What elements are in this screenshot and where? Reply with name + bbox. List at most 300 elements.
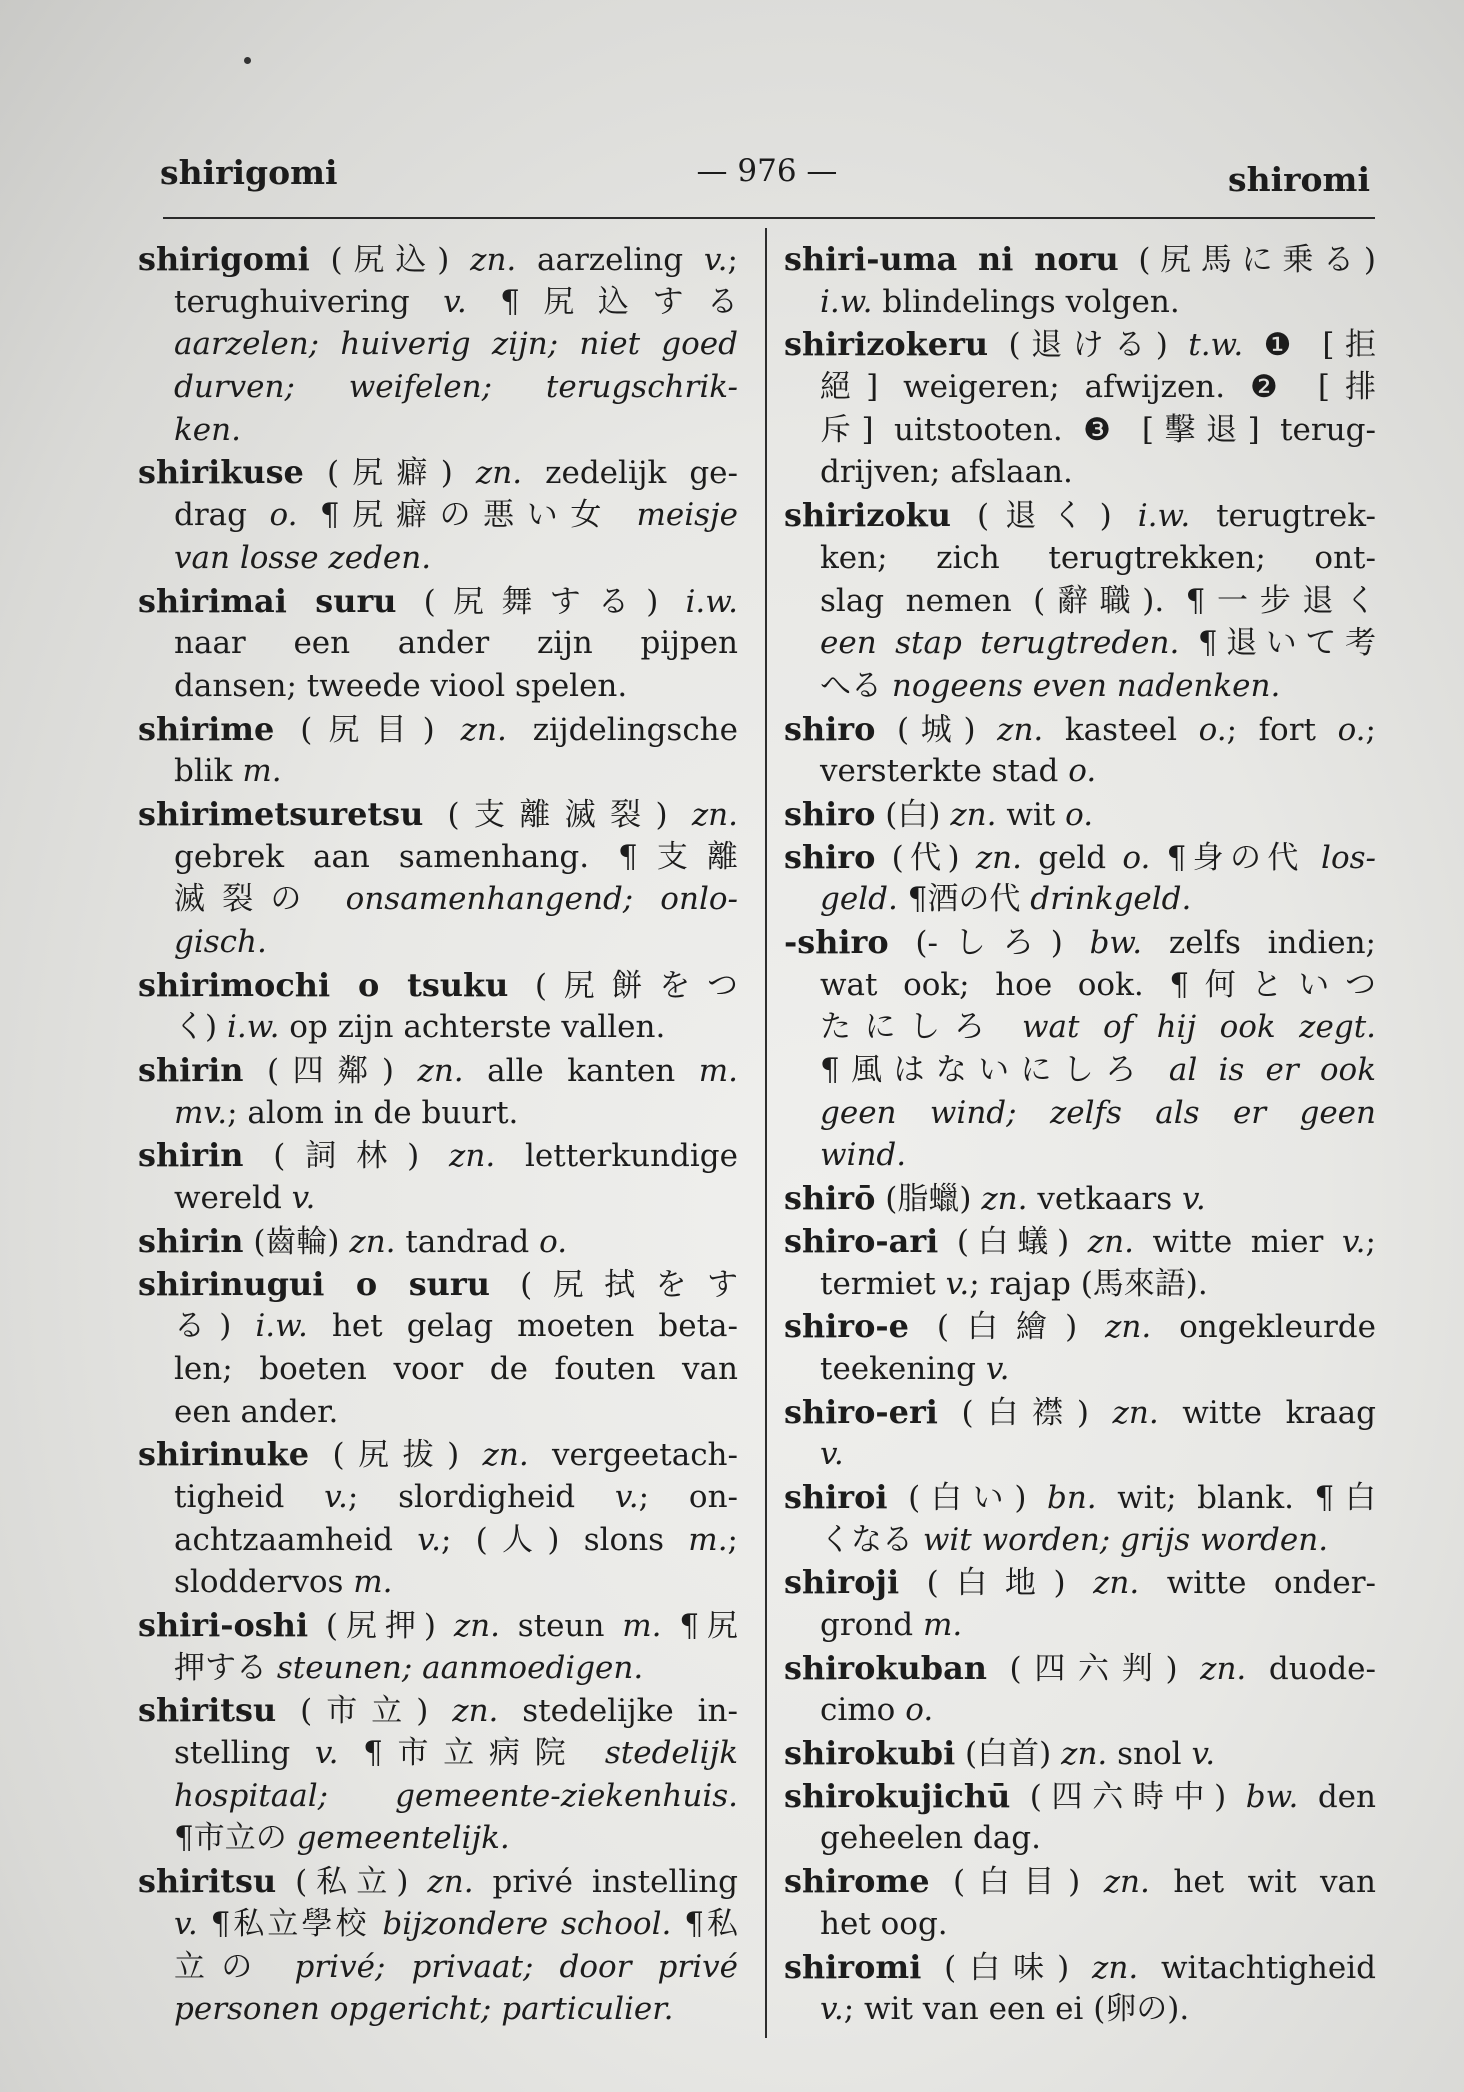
italic-text: zn.: [349, 1223, 396, 1260]
headword: shirokuban: [784, 1648, 987, 1687]
entry-line: [784, 1604, 1376, 1647]
italic-text: m.: [688, 1521, 728, 1558]
entry-line: [784, 1305, 1376, 1348]
entry-line: [138, 665, 738, 708]
entry-text: (市立): [276, 1693, 453, 1730]
entry-text: ; rajap (馬來語).: [969, 1265, 1208, 1302]
entry-text: het oog.: [820, 1905, 948, 1942]
entry-text: (白い): [887, 1479, 1047, 1516]
entry-line: [784, 1348, 1376, 1391]
entry-text: den: [1298, 1778, 1376, 1815]
entry-line: [784, 537, 1376, 580]
entry-line: [138, 1220, 738, 1263]
dictionary-entry: [784, 1391, 1376, 1476]
headword: shirin: [138, 1051, 244, 1090]
entry-text: (尻拭をす: [489, 1266, 738, 1303]
headword: shirinugui o suru: [138, 1264, 490, 1303]
italic-text: v.: [291, 1180, 316, 1217]
entry-line: [784, 366, 1376, 409]
italic-text: v.: [324, 1478, 348, 1515]
italic-text: mv.: [174, 1094, 228, 1131]
column-divider: [765, 228, 767, 2038]
italic-text: zn.: [449, 1138, 496, 1175]
italic-text: v.: [174, 1905, 198, 1942]
entry-line: [784, 921, 1376, 964]
entry-text: ❶ [拒: [1243, 327, 1376, 364]
entry-text: steun: [499, 1608, 623, 1644]
dictionary-entry: [784, 1305, 1376, 1390]
entry-line: [784, 451, 1376, 494]
italic-text: o.: [1198, 711, 1227, 748]
headword: shiritsu: [138, 1862, 277, 1901]
headword: shirome: [784, 1862, 930, 1901]
entry-line: [784, 1006, 1376, 1049]
entry-line: [784, 1049, 1376, 1092]
entry-text: ¶尻込する: [466, 283, 738, 320]
italic-text: zn.: [1105, 1309, 1152, 1346]
entry-text: vetkaars: [1027, 1181, 1182, 1218]
entry-line: [138, 1134, 738, 1177]
italic-text: o.: [1068, 753, 1097, 790]
italic-text: al is er ook: [1168, 1052, 1377, 1089]
headword: shirinuke: [138, 1435, 310, 1474]
entry-text: ¶私: [671, 1905, 739, 1942]
italic-text: meisje: [636, 497, 738, 534]
dictionary-entry: [784, 323, 1376, 494]
entry-text: witachtigheid: [1138, 1949, 1377, 1986]
italic-text: zn.: [453, 1608, 500, 1644]
headword: shirokubi: [784, 1734, 956, 1773]
entry-line: [784, 409, 1376, 452]
entry-text: wit; blank. ¶白: [1096, 1479, 1376, 1516]
italic-text: zn.: [470, 242, 517, 278]
entry-text: wat ook; hoe ook. ¶何といつ: [820, 966, 1376, 1003]
italic-text: i.w.: [685, 583, 738, 620]
italic-text: wind.: [820, 1137, 907, 1174]
entry-line: [784, 708, 1376, 751]
italic-text: zn.: [460, 711, 507, 748]
left-column: [138, 238, 738, 2031]
italic-text: o.: [1122, 839, 1151, 876]
entry-line: [138, 1092, 738, 1135]
entry-line: [138, 323, 738, 366]
headword: -shiro: [784, 923, 889, 961]
entry-line: [138, 1348, 738, 1391]
entry-line: [138, 1604, 738, 1647]
entry-text: witte kraag: [1158, 1394, 1376, 1431]
italic-text: bw.: [1089, 925, 1143, 961]
dictionary-entry: [784, 836, 1376, 921]
italic-text: stedelijk: [604, 1735, 738, 1772]
italic-text: o.: [1337, 711, 1366, 748]
italic-text: onsamenhangend; onlo-: [345, 881, 738, 918]
dictionary-entry: [138, 1433, 738, 1604]
italic-text: zn.: [1103, 1864, 1150, 1901]
dictionary-entry: [138, 964, 738, 1049]
entry-line: [784, 323, 1376, 366]
entry-line: [138, 580, 738, 623]
italic-text: bn.: [1047, 1479, 1097, 1516]
dictionary-entry: [784, 921, 1376, 1177]
entry-text: blik: [174, 753, 243, 790]
italic-text: v.: [985, 1350, 1010, 1387]
italic-text: steunen; aanmoedigen.: [276, 1649, 644, 1686]
entry-text: ongekleurde: [1151, 1309, 1376, 1346]
entry-line: [138, 1946, 738, 1989]
italic-text: personen opgericht; particulier.: [174, 1991, 674, 2028]
entry-text: aarzeling: [516, 242, 704, 278]
italic-text: geen wind; zelfs als er geen: [820, 1094, 1376, 1131]
entry-text: alle kanten: [463, 1053, 699, 1090]
entry-line: [138, 409, 738, 452]
entry-text: termiet: [820, 1265, 946, 1302]
dictionary-entry: [784, 793, 1376, 836]
italic-text: zn.: [1200, 1650, 1247, 1687]
dictionary-entry: [784, 238, 1376, 323]
headword: shirin: [138, 1136, 244, 1175]
entry-line: [784, 1134, 1376, 1177]
dictionary-entry: [138, 1263, 738, 1434]
headword: shirikuse: [138, 453, 304, 492]
italic-text: gemeentelijk.: [296, 1820, 510, 1857]
entry-text: vergeetach-: [528, 1437, 738, 1474]
header-rule: [163, 217, 1375, 219]
italic-text: hospitaal; gemeente-ziekenhuis.: [174, 1777, 738, 1814]
running-head-left: shirigomi: [160, 153, 338, 192]
dictionary-entry: [138, 1860, 738, 2031]
headword: shirokujichū: [784, 1776, 1011, 1815]
entry-text: 立の: [174, 1948, 295, 1985]
italic-text: v.: [820, 1991, 844, 2028]
italic-text: bijzondere school.: [382, 1905, 672, 1942]
entry-text: (尻拔): [309, 1437, 483, 1474]
entry-line: [784, 1519, 1376, 1562]
italic-text: v.: [945, 1265, 970, 1302]
entry-line: [138, 1817, 738, 1860]
italic-text: v.: [443, 283, 467, 320]
entry-text: grond: [820, 1607, 923, 1643]
dictionary-entry: [138, 1049, 738, 1134]
entry-text: る): [174, 1308, 256, 1345]
entry-line: [784, 1732, 1376, 1775]
dictionary-entry: [784, 1220, 1376, 1305]
headword: shirizoku: [784, 496, 951, 535]
entry-text: ; alom in de buurt.: [227, 1094, 519, 1131]
dictionary-entry: [138, 1604, 738, 1689]
italic-text: zn.: [691, 796, 738, 833]
entry-text: ; on-: [638, 1478, 739, 1515]
entry-line: [138, 1561, 738, 1604]
italic-text: geld.: [820, 881, 898, 918]
entry-text: (白地): [899, 1565, 1094, 1602]
entry-text: (尻餅をつ: [508, 967, 738, 1004]
italic-text: m.: [353, 1564, 393, 1601]
entry-text: tigheid: [174, 1478, 325, 1515]
italic-text: v.: [417, 1521, 441, 1558]
entry-text: (白目): [929, 1864, 1104, 1901]
headword: shirizokeru: [784, 325, 989, 364]
entry-line: [784, 238, 1376, 281]
entry-line: [784, 1263, 1376, 1306]
italic-text: o.: [539, 1223, 568, 1260]
headword: shiroi: [784, 1477, 888, 1516]
dictionary-entry: [784, 1860, 1376, 1945]
entry-text: (四鄰): [243, 1053, 418, 1090]
entry-line: [138, 1860, 738, 1903]
italic-text: v.: [1182, 1181, 1206, 1218]
dictionary-entry: [784, 1561, 1376, 1646]
right-column: [784, 238, 1376, 2031]
entry-line: [784, 1775, 1376, 1818]
entry-text: (支離滅裂): [423, 796, 692, 833]
headword: shiro: [784, 709, 876, 748]
entry-line: [138, 281, 738, 324]
headword: shirō: [784, 1179, 876, 1218]
entry-line: [138, 793, 738, 836]
entry-line: [138, 1775, 738, 1818]
entry-text: zijdelingsche: [506, 711, 738, 748]
entry-line: [138, 878, 738, 921]
entry-text: く): [174, 1009, 227, 1046]
entry-text: (白味): [921, 1949, 1093, 1986]
headword: shiro-eri: [784, 1392, 938, 1431]
italic-text: gisch.: [174, 924, 267, 960]
entry-text: 押する: [174, 1649, 277, 1686]
entry-line: [138, 750, 738, 793]
entry-text: (白蟻): [938, 1223, 1088, 1260]
italic-text: zn.: [1061, 1736, 1108, 1773]
entry-text: ;: [727, 242, 738, 278]
entry-line: [784, 1946, 1376, 1989]
italic-text: zn.: [975, 839, 1022, 876]
italic-text: zn.: [1092, 1949, 1139, 1986]
italic-text: i.w.: [820, 283, 873, 320]
italic-text: zn.: [475, 455, 523, 492]
headword: shiro: [784, 794, 876, 833]
entry-text: (四六時中): [1010, 1778, 1246, 1815]
entry-line: [138, 921, 738, 964]
entry-text: len; boeten voor de fouten van: [174, 1350, 738, 1387]
entry-text: privé instelling: [473, 1864, 738, 1901]
headword: shirimochi o tsuku: [138, 965, 509, 1004]
entry-line: [784, 622, 1376, 665]
entry-line: [784, 1647, 1376, 1690]
italic-text: durven; weifelen; terugschrik-: [174, 369, 738, 406]
headword: shiri-uma ni noru: [784, 240, 1119, 278]
headword: shirimetsuretsu: [138, 794, 424, 833]
italic-text: v.: [1341, 1223, 1366, 1260]
entry-line: [138, 366, 738, 409]
entry-line: [138, 1263, 738, 1306]
entry-text: geheelen dag.: [820, 1820, 1041, 1857]
entry-text: op zijn achterste vallen.: [279, 1009, 666, 1046]
entry-text: achtzaamheid: [174, 1521, 418, 1558]
entry-line: [784, 836, 1376, 879]
entry-text: tandrad: [395, 1223, 540, 1260]
entry-text: terugtrek-: [1190, 498, 1376, 535]
entry-line: [138, 1476, 738, 1519]
entry-text: drijven; afslaan.: [820, 454, 1073, 491]
entry-line: [784, 1433, 1376, 1476]
entry-text: kasteel: [1043, 711, 1199, 748]
entry-text: (尻目): [274, 711, 461, 748]
entry-text: witte mier: [1133, 1223, 1342, 1260]
entry-line: [784, 1860, 1376, 1903]
dictionary-entry: [138, 580, 738, 708]
entry-line: [138, 1433, 738, 1476]
entry-line: [784, 580, 1376, 623]
entry-text: (尻舞する): [396, 583, 686, 620]
italic-text: zn.: [1112, 1394, 1159, 1431]
italic-text: o.: [269, 497, 298, 534]
entry-text: (白): [875, 796, 951, 833]
dictionary-entry: [784, 1946, 1376, 2031]
headword: shiri-oshi: [138, 1606, 309, 1644]
italic-text: v.: [314, 1735, 339, 1772]
italic-text: zn.: [482, 1437, 529, 1474]
entry-line: [784, 1092, 1376, 1135]
italic-text: o.: [1065, 796, 1094, 833]
entry-text: 滅裂の: [174, 881, 346, 918]
entry-text: wit: [996, 796, 1066, 833]
entry-text: slag nemen (辭職). ¶一步退く: [820, 582, 1376, 619]
entry-text: ¶市立病院: [338, 1735, 605, 1772]
entry-text: het gelag moeten beta-: [307, 1308, 738, 1345]
entry-text: snol: [1107, 1736, 1192, 1773]
entry-line: [784, 878, 1376, 921]
entry-line: [138, 1903, 738, 1946]
headword: shirin: [138, 1221, 244, 1260]
italic-text: o.: [905, 1692, 934, 1729]
headword: shiro-e: [784, 1307, 909, 1346]
entry-text: (私立): [276, 1864, 428, 1901]
headword: shiroji: [784, 1563, 900, 1602]
entry-line: [784, 1391, 1376, 1434]
entry-line: [784, 1903, 1376, 1946]
entry-line: [784, 1817, 1376, 1860]
entry-line: [784, 964, 1376, 1007]
headword: shirime: [138, 709, 275, 748]
headword: shirigomi: [138, 240, 310, 278]
entry-line: [138, 708, 738, 751]
entry-text: ; fort: [1226, 711, 1338, 748]
headword: shiro-ari: [784, 1221, 939, 1260]
entry-text: ken; zich terugtrekken; ont-: [820, 539, 1376, 576]
entry-text: teekening: [820, 1350, 986, 1387]
entry-text: versterkte stad: [820, 753, 1069, 790]
italic-text: m.: [923, 1607, 963, 1643]
italic-text: v.: [703, 242, 728, 278]
italic-text: v.: [820, 1436, 844, 1473]
entry-line: [138, 622, 738, 665]
entry-line: [784, 793, 1376, 836]
entry-line: [138, 1305, 738, 1348]
entry-text: ; wit van een ei (卵の).: [843, 1991, 1190, 2028]
entry-line: [784, 750, 1376, 793]
italic-text: zn.: [997, 711, 1044, 748]
headword: shiro: [784, 837, 876, 876]
entry-line: [784, 1220, 1376, 1263]
entry-text: (退く): [951, 498, 1138, 535]
entry-text: cimo: [820, 1692, 906, 1729]
entry-text: geld: [1021, 839, 1123, 876]
entry-line: [138, 537, 738, 580]
entry-text: terughuivering: [174, 283, 444, 320]
headword: shirimai suru: [138, 581, 397, 620]
entry-line: [784, 1689, 1376, 1732]
entry-line: [784, 1561, 1376, 1604]
entry-line: [784, 281, 1376, 324]
dictionary-entry: [138, 793, 738, 964]
italic-text: zn.: [452, 1693, 499, 1730]
entry-line: [138, 836, 738, 879]
entry-text: ; (人) slons: [440, 1521, 689, 1558]
dictionary-entry: [138, 451, 738, 579]
dictionary-entry: [138, 1689, 738, 1860]
entry-text: 斥] uitstooten. ❸ [擊退] terug-: [820, 411, 1376, 448]
entry-text: ¶尻: [661, 1608, 738, 1644]
entry-text: zelfs indien;: [1142, 925, 1377, 961]
entry-line: [138, 451, 738, 494]
dictionary-entry: [784, 1732, 1376, 1775]
running-head-right: shiromi: [1228, 160, 1370, 199]
entry-text: (詞林): [243, 1138, 450, 1175]
italic-text: m.: [622, 1608, 662, 1644]
entry-text: stedelijke in-: [498, 1693, 738, 1730]
entry-line: [784, 1988, 1376, 2031]
entry-text: ;: [1365, 711, 1376, 748]
entry-text: (尻押): [308, 1608, 454, 1644]
entry-text: ¶身の代: [1150, 839, 1322, 876]
entry-text: (-しろ): [888, 925, 1090, 961]
entry-line: [784, 1476, 1376, 1519]
entry-line: [138, 1519, 738, 1562]
italic-text: v.: [1191, 1736, 1216, 1773]
entry-text: ;: [727, 1521, 738, 1558]
italic-text: van losse zeden.: [174, 539, 432, 576]
dictionary-entry: [784, 494, 1376, 707]
italic-text: zn.: [417, 1053, 464, 1090]
entry-text: letterkundige: [495, 1138, 738, 1175]
entry-text: (尻込): [309, 242, 471, 278]
entry-text: ¶酒の代: [897, 881, 1031, 918]
entry-line: [138, 238, 738, 281]
italic-text: zn.: [950, 796, 997, 833]
italic-text: m.: [242, 753, 282, 790]
entry-line: [138, 1006, 738, 1049]
italic-text: een stap terugtreden.: [820, 625, 1180, 662]
entry-text: ¶市立の: [174, 1820, 297, 1857]
entry-text: へる: [820, 667, 892, 704]
entry-text: (尻馬に乗る): [1118, 242, 1376, 278]
dictionary-entry: [784, 708, 1376, 793]
entry-text: duode-: [1246, 1650, 1376, 1687]
italic-text: t.w.: [1188, 327, 1244, 364]
entry-text: ; slordigheid: [347, 1478, 615, 1515]
italic-text: v.: [614, 1478, 639, 1515]
italic-text: zn.: [1093, 1565, 1140, 1602]
italic-text: privé; privaat; door privé: [294, 1948, 738, 1985]
entry-line: [138, 964, 738, 1007]
ink-speck: [244, 57, 251, 64]
dictionary-entry: [138, 1220, 738, 1263]
entry-line: [138, 1049, 738, 1092]
entry-text: (白襟): [937, 1394, 1113, 1431]
entry-line: [138, 1177, 738, 1220]
entry-line: [138, 1988, 738, 2031]
entry-text: (退ける): [988, 327, 1189, 364]
italic-text: wat of hij ook zegt.: [1022, 1009, 1377, 1046]
